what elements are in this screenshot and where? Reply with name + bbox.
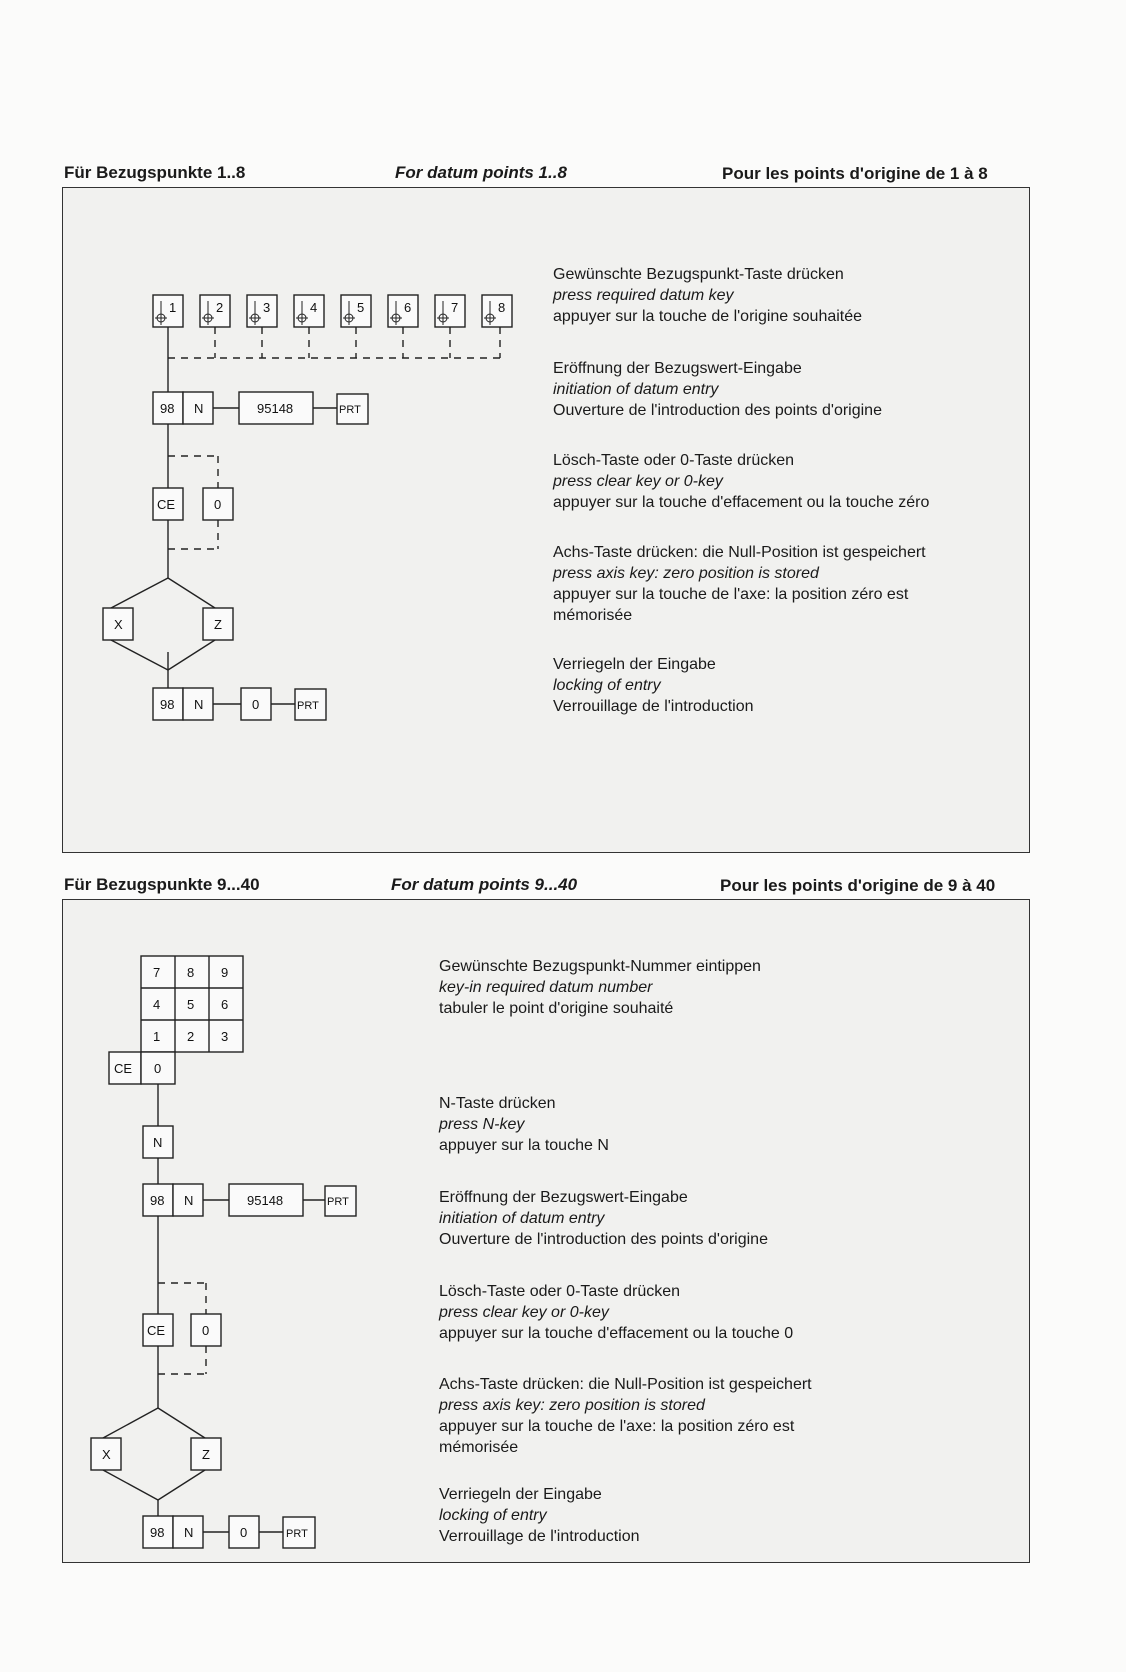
section1-step-1 — [553, 264, 862, 327]
keypad-9: 9 — [221, 965, 229, 980]
step-text-de: Gewünschte Bezugspunkt-Nummer eintippen — [439, 958, 761, 975]
section2-step-4 — [439, 1281, 793, 1344]
step-text-en: initiation of datum entry — [553, 381, 719, 398]
step-text-en: key-in required datum number — [439, 979, 653, 996]
keypad-5: 5 — [187, 997, 195, 1012]
key-ce: CE — [157, 497, 176, 512]
keypad-6: 6 — [221, 997, 229, 1012]
section1-step-5 — [553, 654, 754, 717]
section2-header-de: Für Bezugspunkte 9...40 — [64, 875, 260, 894]
step-text-de: Eröffnung der Bezugswert-Eingabe — [439, 1189, 688, 1206]
datum-key-8: 8 — [498, 300, 506, 315]
section1-header-de: Für Bezugspunkte 1..8 — [64, 163, 246, 182]
keypad-0: 0 — [154, 1061, 162, 1076]
keypad-3: 3 — [221, 1029, 229, 1044]
key-prt-lock: PRT — [286, 1528, 308, 1540]
key-zero: 0 — [202, 1323, 210, 1338]
datum-key-6: 6 — [404, 300, 412, 315]
step-text-fr: tabuler le point d'origine souhaité — [439, 1000, 674, 1017]
key-98: 98 — [150, 1193, 165, 1208]
step-text-en: locking of entry — [553, 677, 661, 694]
step-text-de: N-Taste drücken — [439, 1095, 556, 1112]
step-text-fr: appuyer sur la touche de l'axe: la position zéro est — [439, 1418, 795, 1435]
keypad-1: 1 — [153, 1029, 161, 1044]
key-zero: 0 — [214, 497, 222, 512]
datum-key-7: 7 — [451, 300, 459, 315]
section2-step-1 — [439, 956, 761, 1019]
key-n: N — [184, 1193, 194, 1208]
step-text-fr: appuyer sur la touche N — [439, 1137, 609, 1154]
step-text-de: Eröffnung der Bezugswert-Eingabe — [553, 360, 802, 377]
section2-panel — [62, 899, 1030, 1563]
step-text-fr: Verrouillage de l'introduction — [439, 1528, 640, 1545]
key-prt-lock: PRT — [297, 700, 319, 712]
step-text-fr: Ouverture de l'introduction des points d'origine — [439, 1231, 768, 1248]
datum-key-4: 4 — [310, 300, 318, 315]
section1-step-4 — [553, 542, 926, 626]
step-text-fr-cont: mémorisée — [439, 1439, 519, 1456]
step-text-de: Verriegeln der Eingabe — [553, 656, 716, 673]
key-ce: CE — [147, 1323, 166, 1338]
key-n-step: N — [153, 1135, 163, 1150]
step-text-de: Achs-Taste drücken: die Null-Position ist gespeichert — [553, 544, 926, 561]
keypad-2: 2 — [187, 1029, 195, 1044]
key-98-lock: 98 — [150, 1525, 165, 1540]
step-text-de: Verriegeln der Eingabe — [439, 1486, 602, 1503]
step-text-en: press N-key — [439, 1116, 525, 1133]
key-z: Z — [214, 617, 222, 632]
section2-header-fr: Pour les points d'origine de 9 à 40 — [720, 876, 996, 895]
section2-step-6 — [439, 1484, 640, 1547]
key-z: Z — [202, 1447, 210, 1462]
step-text-fr: appuyer sur la touche de l'axe: la position zéro est — [553, 586, 909, 603]
section1-header-en: For datum points 1..8 — [395, 163, 567, 182]
key-zero-lock: 0 — [240, 1525, 248, 1540]
datum-key-1: 1 — [169, 300, 177, 315]
section2-step-2 — [439, 1093, 609, 1156]
section1-panel — [62, 187, 1030, 853]
step-text-en: press clear key or 0-key — [553, 473, 723, 490]
step-text-en: press axis key: zero position is stored — [439, 1397, 705, 1414]
keypad-ce: CE — [114, 1061, 133, 1076]
key-n: N — [194, 401, 204, 416]
key-prt: PRT — [327, 1196, 349, 1208]
key-zero-lock: 0 — [252, 697, 260, 712]
key-value: 95148 — [257, 401, 294, 416]
step-text-en: initiation of datum entry — [439, 1210, 605, 1227]
key-prt: PRT — [339, 404, 361, 416]
key-n-lock: N — [184, 1525, 194, 1540]
section1-header-fr: Pour les points d'origine de 1 à 8 — [722, 164, 988, 183]
step-text-fr: Ouverture de l'introduction des points d'origine — [553, 402, 882, 419]
section1-step-3 — [553, 450, 929, 513]
datum-key-2: 2 — [216, 300, 224, 315]
step-text-de: Lösch-Taste oder 0-Taste drücken — [553, 452, 795, 469]
section2-header-en: For datum points 9...40 — [391, 875, 578, 894]
step-text-en: press required datum key — [553, 287, 734, 304]
keypad-8: 8 — [187, 965, 195, 980]
section2-step-3 — [439, 1187, 768, 1250]
section1-flow-diagram — [63, 188, 1029, 852]
key-98-lock: 98 — [160, 697, 175, 712]
step-text-de: Gewünschte Bezugspunkt-Taste drücken — [553, 266, 844, 283]
key-98: 98 — [160, 401, 175, 416]
key-n-lock: N — [194, 697, 204, 712]
step-text-de: Achs-Taste drücken: die Null-Position ist gespeichert — [439, 1376, 812, 1393]
key-x: X — [102, 1447, 111, 1462]
step-text-fr: appuyer sur la touche d'effacement ou la touche 0 — [439, 1325, 794, 1342]
step-text-fr-cont: mémorisée — [553, 607, 633, 624]
step-text-de: Lösch-Taste oder 0-Taste drücken — [439, 1283, 681, 1300]
section1-step-2 — [553, 358, 882, 421]
section2-step-5 — [439, 1374, 812, 1458]
datum-key-3: 3 — [263, 300, 271, 315]
step-text-fr: appuyer sur la touche d'effacement ou la touche zéro — [553, 494, 930, 511]
key-value: 95148 — [247, 1193, 284, 1208]
datum-key-5: 5 — [357, 300, 365, 315]
step-text-fr: Verrouillage de l'introduction — [553, 698, 754, 715]
key-x: X — [114, 617, 123, 632]
step-text-en: press axis key: zero position is stored — [553, 565, 819, 582]
step-text-en: press clear key or 0-key — [439, 1304, 609, 1321]
keypad-7: 7 — [153, 965, 161, 980]
keypad-4: 4 — [153, 997, 161, 1012]
step-text-en: locking of entry — [439, 1507, 547, 1524]
step-text-fr: appuyer sur la touche de l'origine souhaitée — [553, 308, 863, 325]
